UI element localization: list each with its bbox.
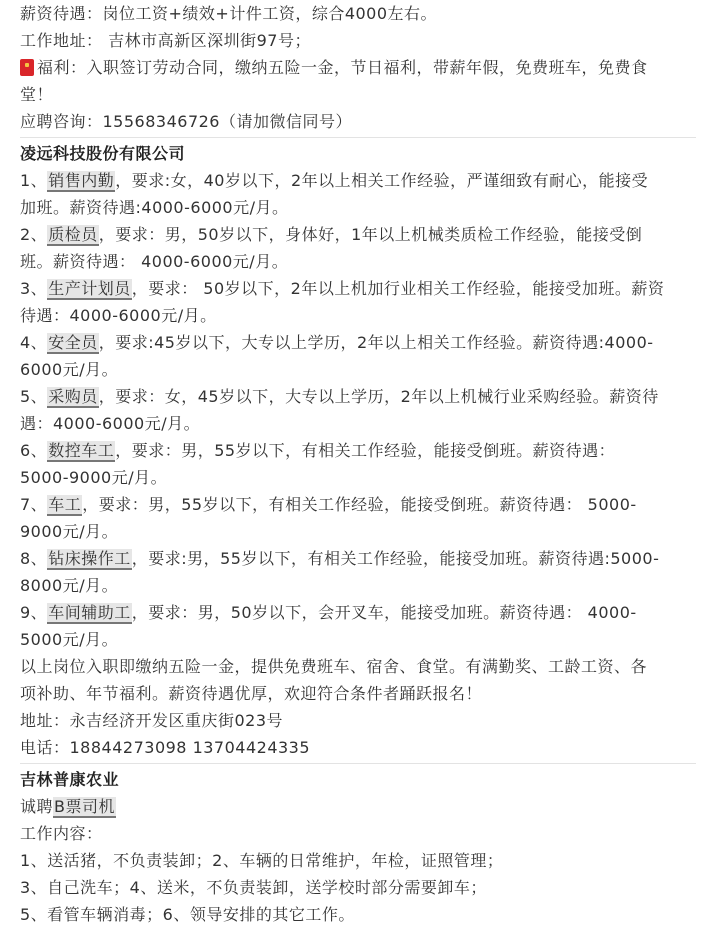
job-number: 9、	[20, 603, 48, 622]
job-title-link[interactable]: 车工	[48, 495, 82, 514]
job-item	[20, 545, 702, 599]
job-requirements: ，要求：女，45岁以下，大专以上学历，2年以上机械行业采购经验。薪资待	[98, 387, 659, 406]
job-requirements: ，要求:45岁以下，大专以上学历，2年以上相关工作经验。薪资待遇:4000-	[98, 333, 654, 352]
benefits-summary: 以上岗位入职即缴纳五险一金，提供免费班车、宿舍、食堂。有满勤奖、工龄工资、各	[20, 657, 648, 676]
welfare-label: 福利：	[37, 58, 87, 77]
job-requirements-cont: 加班。薪资待遇:4000-6000元/月。	[20, 198, 289, 217]
job-requirements: ，要求： 50岁以下，2年以上机加行业相关工作经验，能接受加班。薪资	[131, 279, 665, 298]
company-address: 地址：永吉经济开发区重庆街023号	[20, 711, 284, 730]
job-item	[20, 221, 702, 275]
job-requirements-cont: 9000元/月。	[20, 522, 119, 541]
company-name: 凌远科技股份有限公司	[20, 144, 186, 163]
job-number: 3、	[20, 279, 48, 298]
job-requirements: ，要求:男，55岁以下，有相关工作经验，能接受加班。薪资待遇:5000-	[131, 549, 660, 568]
job-requirements-cont: 5000-9000元/月。	[20, 468, 168, 487]
job-title-link[interactable]: 钻床操作工	[48, 549, 131, 568]
job-requirements: ，要求：男，50岁以下，身体好，1年以上机械类质检工作经验，能接受倒	[98, 225, 643, 244]
job-requirements-cont: 遇：4000-6000元/月。	[20, 414, 201, 433]
job-title-link[interactable]: 车间辅助工	[48, 603, 131, 622]
duty-line: 5、看管车辆消毒；6、领导安排的其它工作。	[20, 905, 355, 924]
job-number: 6、	[20, 441, 48, 460]
job-requirements-cont: 6000元/月。	[20, 360, 119, 379]
job-number: 7、	[20, 495, 48, 514]
salary-line: 薪资待遇：岗位工资+绩效+计件工资，综合4000左右。	[20, 4, 438, 23]
red-envelope-icon	[20, 59, 34, 76]
job-item	[20, 275, 702, 329]
company-phone: 电话：18844273098 13704424335	[20, 738, 311, 757]
job-title-link[interactable]: 质检员	[48, 225, 98, 244]
duty-line: 3、自己洗车；4、送米，不负责装卸，送学校时部分需要卸车；	[20, 878, 487, 897]
job-requirements: ，要求：男，55岁以下，有相关工作经验，能接受倒班。薪资待遇： 5000-	[82, 495, 637, 514]
job-requirements: ，要求：男，50岁以下，会开叉车，能接受加班。薪资待遇： 4000-	[131, 603, 637, 622]
benefits-summary-cont: 项补助、年节福利。薪资待遇优厚，欢迎符合条件者踊跃报名！	[20, 684, 483, 703]
welfare-line-cont: 堂！	[20, 85, 54, 104]
job-title-link[interactable]: 安全员	[48, 333, 98, 352]
job-number: 8、	[20, 549, 48, 568]
job-number: 2、	[20, 225, 48, 244]
company-name: 吉林普康农业	[20, 770, 120, 789]
job-item	[20, 383, 702, 437]
job-item	[20, 329, 702, 383]
job-number: 5、	[20, 387, 48, 406]
hiring-prefix: 诚聘	[20, 797, 54, 816]
job-title-link[interactable]: B票司机	[54, 797, 115, 816]
divider	[20, 137, 696, 138]
work-content-label: 工作内容：	[20, 824, 103, 843]
work-address-line: 工作地址： 吉林市高新区深圳街97号；	[20, 31, 311, 50]
job-item	[20, 167, 702, 221]
job-title-link[interactable]: 采购员	[48, 387, 98, 406]
job-title-link[interactable]: 销售内勤	[48, 171, 115, 190]
job-number: 4、	[20, 333, 48, 352]
welfare-line	[20, 54, 702, 81]
job-requirements: ，要求：男，55岁以下，有相关工作经验，能接受倒班。薪资待遇：	[115, 441, 616, 460]
job-title-link[interactable]: 数控车工	[48, 441, 115, 460]
job-requirements-cont: 8000元/月。	[20, 576, 119, 595]
job-requirements-cont: 待遇：4000-6000元/月。	[20, 306, 217, 325]
job-requirements-cont: 5000元/月。	[20, 630, 119, 649]
job-item	[20, 491, 702, 545]
job-list	[20, 167, 702, 653]
article-body	[20, 0, 702, 928]
duty-line: 1、送活猪，不负责装卸；2、车辆的日常维护，年检，证照管理；	[20, 851, 504, 870]
job-requirements-cont: 班。薪资待遇： 4000-6000元/月。	[20, 252, 289, 271]
job-title-link[interactable]: 生产计划员	[48, 279, 131, 298]
hiring-line	[20, 793, 702, 820]
job-requirements: ，要求:女，40岁以下，2年以上相关工作经验，严谨细致有耐心，能接受	[115, 171, 649, 190]
divider	[20, 763, 696, 764]
job-item	[20, 437, 702, 491]
contact-line: 应聘咨询：15568346726（请加微信同号）	[20, 112, 352, 131]
job-number: 1、	[20, 171, 48, 190]
job-item	[20, 599, 702, 653]
welfare-text: 入职签订劳动合同，缴纳五险一金，节日福利，带薪年假，免费班车，免费食	[86, 58, 648, 77]
